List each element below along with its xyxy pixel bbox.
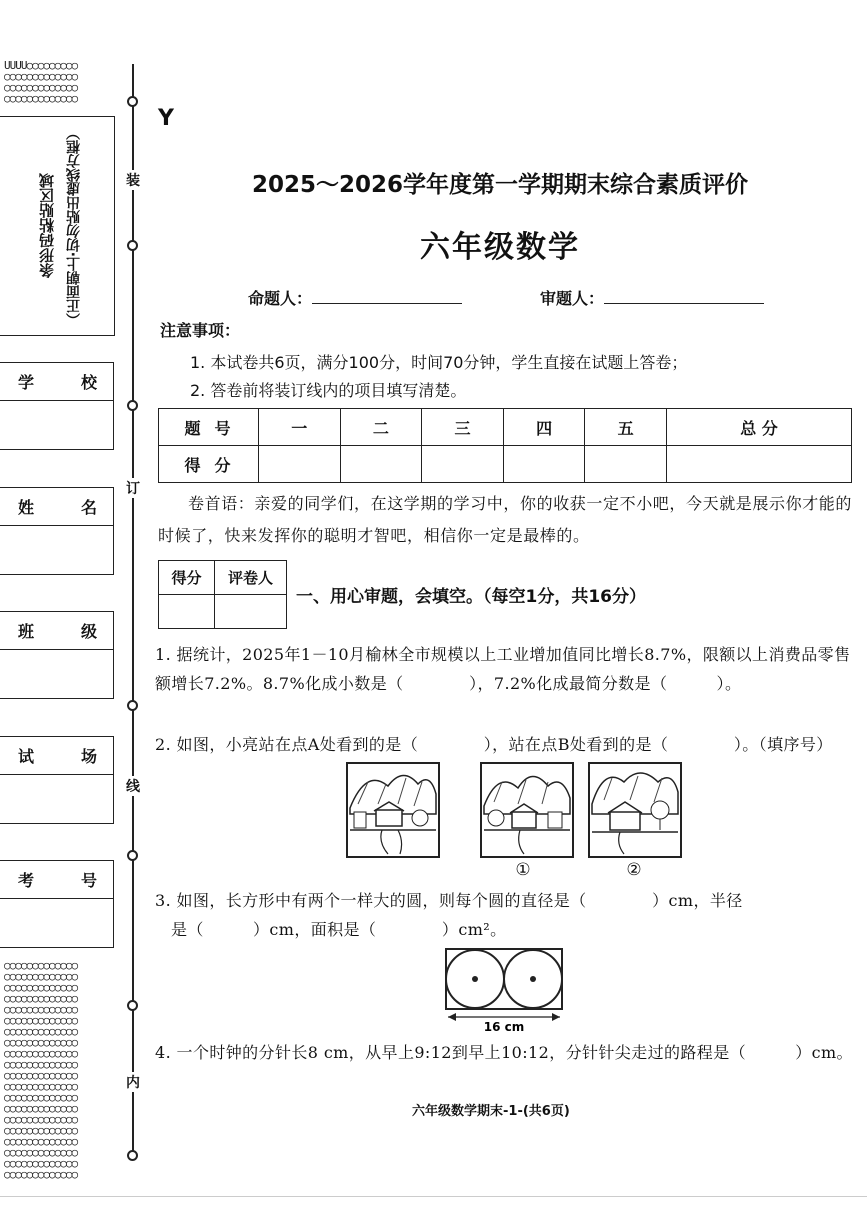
exam-number-label-1: 考 xyxy=(18,871,35,890)
binding-dots-bottom: ○○○○○○○○○○○○○ ○○○○○○○○○○○○○ ○○○○○○○○○○○○○ ○○○○○○○○○○○○○ ○○○○○○○○○○○○○ ○○○○○○○○○○○○○ ○○○○○○○○○○○○○ ○○○○○○○○○○○○○ ○○○○○○○○○○○○○ ○○○○○○○○○○○○○ ○○○○○○○○○○○○○ ○○○○○○○○○○○○○ ○○○○○○○○○○○○○ ○○○○○○○○○○○○○ ○○○○○○○○○○○○○ ○○○○○○○○○○○○○ ○○○○○○○○○○○○○ ○○○○○○○○○○○○○ ○○○○○○○○○○○○○ ○○○○○○○○○○○○○ xyxy=(4,959,78,1181)
score-col-header: 三 xyxy=(422,409,504,446)
section-title: 一、用心审题，会填空。（每空1分，共16分） xyxy=(296,587,646,607)
binding-hole xyxy=(127,1150,138,1161)
exam-subject: 六年级数学 xyxy=(420,230,580,265)
setter-label: 命题人： xyxy=(248,289,313,308)
grader-score-cell[interactable] xyxy=(159,595,215,629)
scene-1-drawing xyxy=(482,764,572,856)
exam-number-label-2: 号 xyxy=(80,871,97,890)
setter-line[interactable] xyxy=(312,290,462,304)
exam-room-field[interactable] xyxy=(0,736,114,824)
preface-text: 卷首语：亲爱的同学们，在这学期的学习中，你的收获一定不小吧，今天就是展示你才能的时候了，快来发挥你的聪明才智吧，相信你一定是最棒的。 xyxy=(158,494,853,545)
score-table-header-row xyxy=(159,409,852,446)
score-cell[interactable] xyxy=(422,446,504,483)
scene-2-drawing xyxy=(590,764,680,856)
scene-figure-1 xyxy=(480,762,574,858)
notice-item: 1. 本试卷共6页，满分100分，时间70分钟，学生直接在试题上答卷； xyxy=(190,353,688,372)
circles-rectangle-drawing xyxy=(440,945,570,1035)
exam-room-label-2: 场 xyxy=(80,747,97,766)
name-label-2: 名 xyxy=(80,498,97,517)
class-label-1: 班 xyxy=(18,622,35,641)
question-3-line-2: 是（ ）cm，面积是（ ）cm²。 xyxy=(171,920,507,939)
school-label-1: 学 xyxy=(18,373,35,392)
score-cell[interactable] xyxy=(259,446,341,483)
grader-name-cell[interactable] xyxy=(215,595,287,629)
binding-hole xyxy=(127,1000,138,1011)
question-1: 1. 据统计，2025年1－10月榆林全市规模以上工业增加值同比增长8.7%，限额以上消费品零售额增长7.2%。8.7%化成小数是（ ），7.2%化成最简分数是（ ）。 xyxy=(155,645,851,693)
width-label: 16 cm xyxy=(483,1020,525,1034)
notice-heading: 注意事项： xyxy=(160,321,241,340)
question-4: 4. 一个时钟的分针长8 cm，从早上9:12到早上10:12，分针针尖走过的路程是（ ）cm。 xyxy=(155,1043,853,1062)
score-col-header: 五 xyxy=(585,409,667,446)
score-row-label: 题号 xyxy=(159,409,259,446)
class-label-2: 级 xyxy=(80,622,97,641)
name-field[interactable] xyxy=(0,487,114,575)
circles-rectangle-figure xyxy=(440,945,570,1039)
reviewer-field xyxy=(540,286,764,309)
binding-line-word: 线 xyxy=(124,776,142,796)
setter-field xyxy=(248,286,462,309)
notice-item: 2. 答卷前将装订线内的项目填写清楚。 xyxy=(190,381,467,400)
score-row-label: 得分 xyxy=(159,446,259,483)
school-label-2: 校 xyxy=(80,373,97,392)
binding-line-word: 装 xyxy=(124,170,142,190)
barcode-area xyxy=(0,116,115,336)
score-col-header: 二 xyxy=(340,409,422,446)
binding-hole xyxy=(127,96,138,107)
question-3 xyxy=(155,886,855,944)
binding-line xyxy=(132,64,134,1159)
scene-label-2: ② xyxy=(626,860,642,880)
question-2: 2. 如图，小亮站在点A处看到的是（ ），站在点B处看到的是（ ）。（填序号） xyxy=(155,735,833,754)
exam-room-label-1: 试 xyxy=(18,747,35,766)
score-table xyxy=(158,408,852,483)
school-field[interactable] xyxy=(0,362,114,450)
class-field[interactable] xyxy=(0,611,114,699)
grader-name-label: 评卷人 xyxy=(215,561,287,595)
binding-line-word: 内 xyxy=(124,1072,142,1092)
binding-hole xyxy=(127,700,138,711)
score-col-header: 四 xyxy=(503,409,585,446)
scene-figure-main xyxy=(346,762,440,858)
binding-hole xyxy=(127,240,138,251)
corner-mark: Y xyxy=(158,106,174,131)
page-footer: 六年级数学期末-1-(共6页) xyxy=(412,1104,570,1119)
score-col-header: 总 分 xyxy=(666,409,851,446)
question-3-line-1: 3. 如图，长方形中有两个一样大的圆，则每个圆的直径是（ ）cm，半径 xyxy=(155,891,743,910)
barcode-area-note: （正面朝上·切勿贴出虚线方框） xyxy=(66,125,82,327)
bottom-rule xyxy=(0,1196,867,1197)
name-label-1: 姓 xyxy=(18,498,35,517)
exam-title: 2025～2026学年度第一学期期末综合素质评价 xyxy=(251,172,749,198)
score-cell[interactable] xyxy=(340,446,422,483)
exam-number-field[interactable] xyxy=(0,860,114,948)
score-col-header: 一 xyxy=(259,409,341,446)
binding-line-word: 订 xyxy=(124,478,142,498)
score-cell[interactable] xyxy=(666,446,851,483)
binding-hole xyxy=(127,400,138,411)
score-cell[interactable] xyxy=(503,446,585,483)
scene-figure-2 xyxy=(588,762,682,858)
score-cell[interactable] xyxy=(585,446,667,483)
binding-dots-top: UUUU○○○○○○○○○ ○○○○○○○○○○○○○ ○○○○○○○○○○○○○ ○○○○○○○○○○○○○ xyxy=(4,59,78,105)
score-table-score-row xyxy=(159,446,852,483)
scene-label-1: ① xyxy=(515,860,531,880)
reviewer-line[interactable] xyxy=(604,290,764,304)
reviewer-label: 审题人： xyxy=(540,289,605,308)
binding-hole xyxy=(127,850,138,861)
grader-score-label: 得分 xyxy=(159,561,215,595)
scene-main-drawing xyxy=(348,764,438,856)
grader-table xyxy=(158,560,287,629)
barcode-area-label: 条形码粘贴区域 xyxy=(38,173,56,279)
